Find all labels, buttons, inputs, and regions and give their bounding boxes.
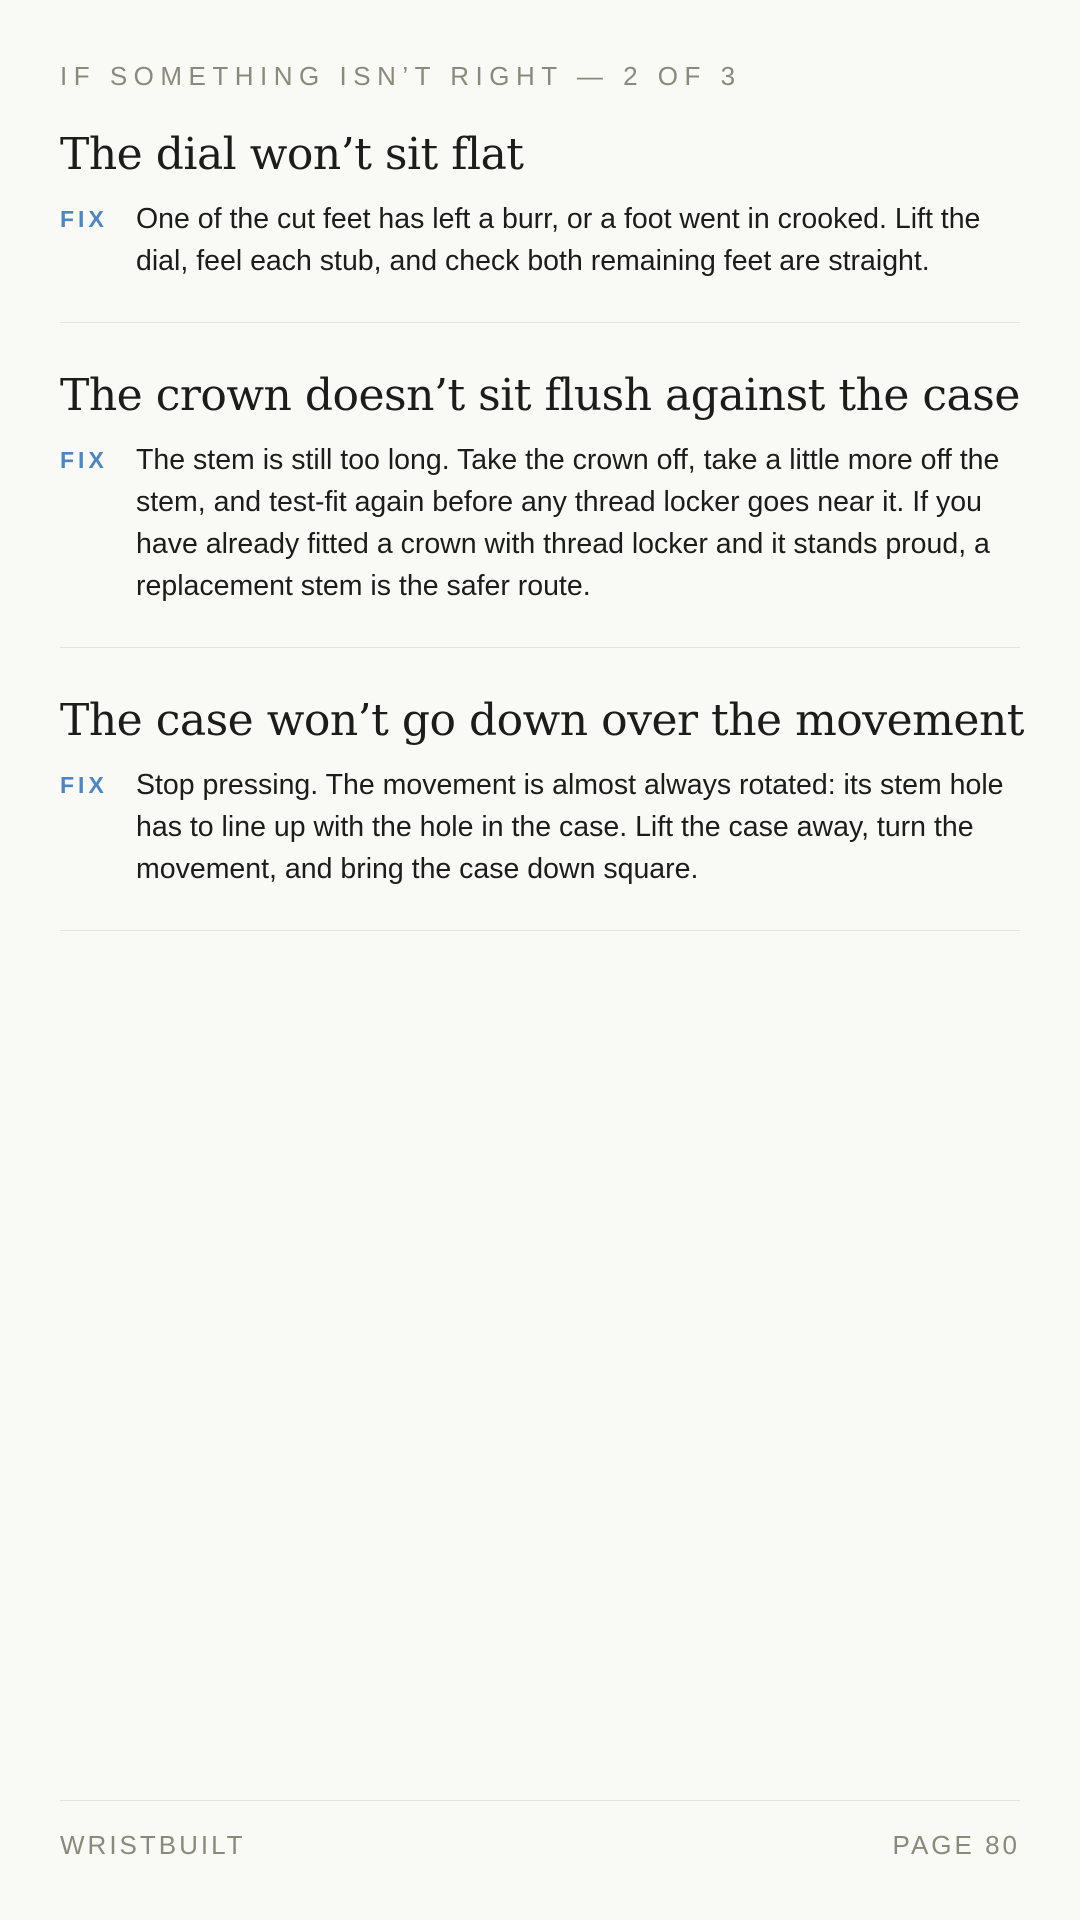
fix-label: FIX <box>60 206 108 232</box>
fix-label: FIX <box>60 447 108 473</box>
fix-text: Stop pressing. The movement is almost always rotated: its stem hole has to line up with the hole in the case. Lift the case away, turn the movement, and bring the case down square. <box>136 769 1004 885</box>
troubleshooting-list <box>60 122 1024 931</box>
troubleshooting-entry <box>60 323 1020 648</box>
page-number: PAGE 80 <box>892 1830 1020 1860</box>
fix-label: FIX <box>60 772 108 798</box>
troubleshooting-entry <box>60 648 1024 931</box>
fix-text: One of the cut feet has left a burr, or a foot went in crooked. Lift the dial, feel each stub, and check both remaining feet are straight. <box>136 203 981 277</box>
brand-name: WRISTBUILT <box>60 1830 246 1860</box>
fix-row <box>60 439 1020 647</box>
fix-row <box>60 764 1020 930</box>
troubleshooting-entry <box>60 122 1020 323</box>
page <box>60 0 1024 1920</box>
entry-title: The case won’t go down over the movement <box>60 695 1024 746</box>
section-eyebrow: IF SOMETHING ISN’T RIGHT — 2 OF 3 <box>60 61 742 91</box>
entry-title: The dial won’t sit flat <box>60 129 524 180</box>
page-footer <box>60 1800 1020 1861</box>
fix-text: The stem is still too long. Take the crown off, take a little more off the stem, and test-fit again before any thread locker goes near it. If you have already fitted a crown with thread locker and it stands proud, a replacement stem is the safer route. <box>136 444 1000 602</box>
entry-title: The crown doesn’t sit flush against the case <box>60 370 1020 421</box>
fix-row <box>60 198 1020 322</box>
